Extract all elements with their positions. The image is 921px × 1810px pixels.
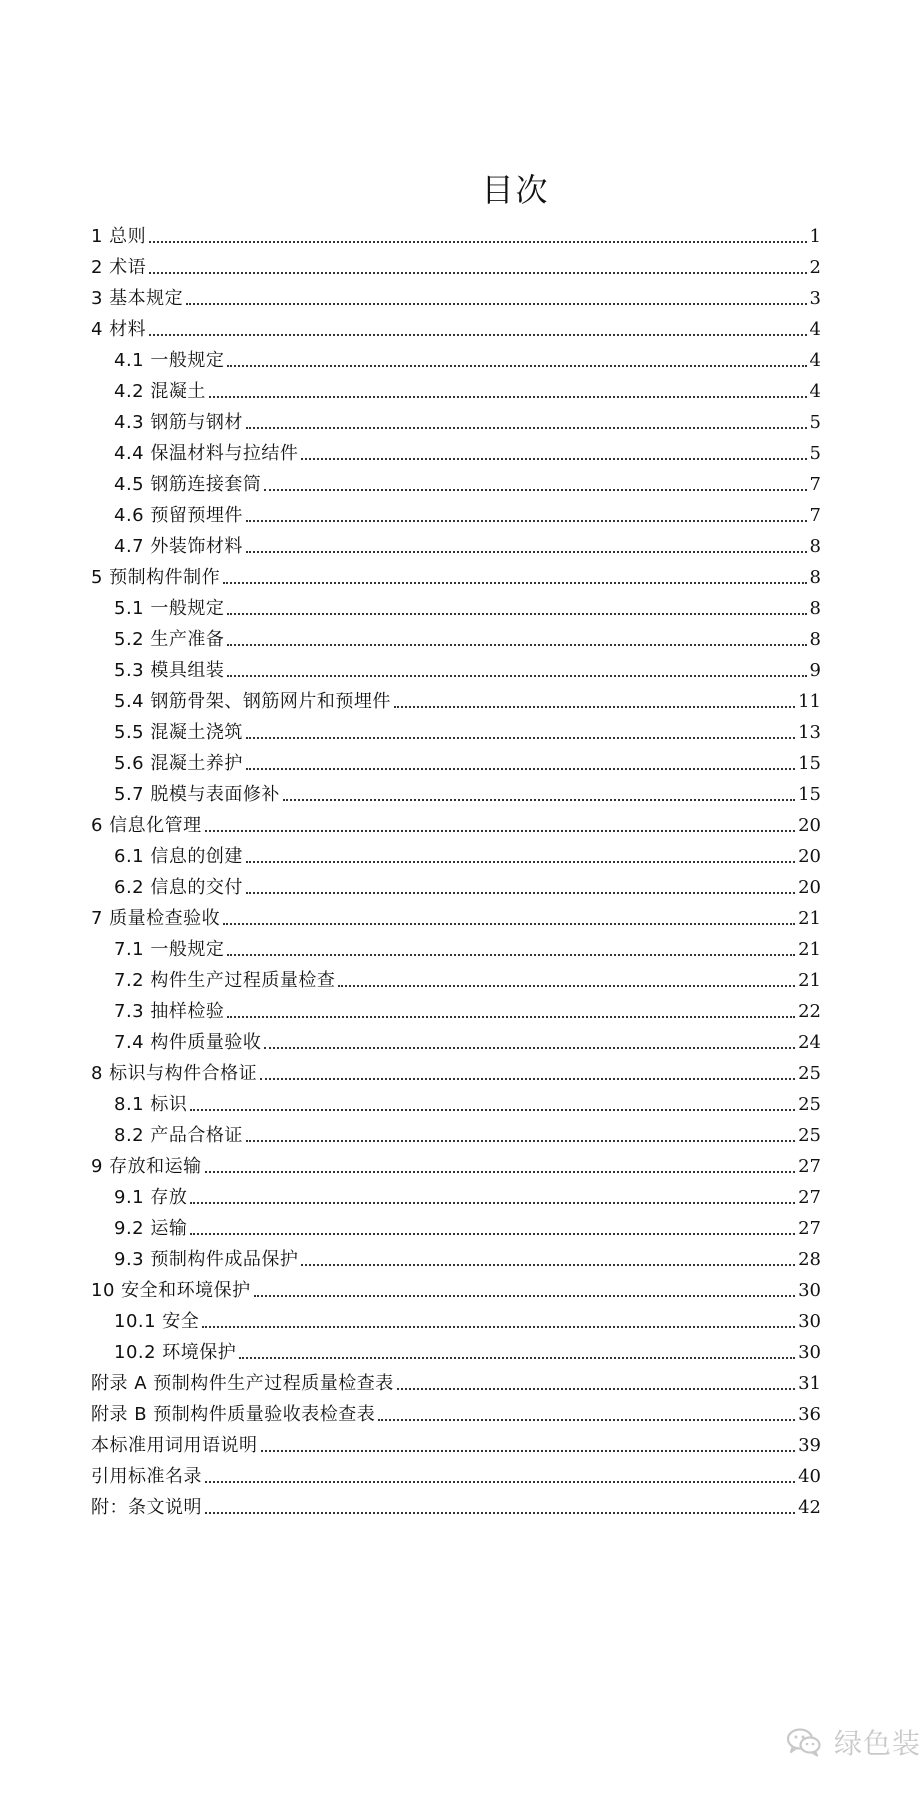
toc-entry-page-number: 7 — [809, 505, 821, 526]
toc-entry-label: 5.1 一般规定 — [114, 598, 225, 619]
toc-leader-dots — [264, 489, 806, 491]
toc-leader-dots — [394, 706, 795, 708]
toc-entry[interactable] — [91, 1492, 821, 1523]
toc-leader-dots — [149, 241, 806, 243]
toc-entry[interactable] — [91, 1306, 821, 1337]
toc-entry-label: 9 存放和运输 — [91, 1156, 202, 1177]
toc-entry-page-number: 15 — [798, 753, 821, 774]
toc-entry-page-number: 5 — [809, 412, 821, 433]
toc-leader-dots — [246, 520, 807, 522]
toc-entry-page-number: 2 — [809, 257, 821, 278]
toc-leader-dots — [209, 396, 807, 398]
toc-entry[interactable] — [91, 531, 821, 562]
watermark-text: 绿色装 — [833, 1727, 921, 1760]
toc-entry-page-number: 40 — [798, 1466, 821, 1487]
toc-leader-dots — [246, 737, 795, 739]
toc-entry-page-number: 8 — [809, 598, 821, 619]
toc-entry-label: 附录 B 预制构件质量验收表检查表 — [91, 1404, 376, 1425]
toc-entry-page-number: 3 — [809, 288, 821, 309]
toc-entry[interactable] — [91, 469, 821, 500]
toc-entry-label: 6.1 信息的创建 — [114, 846, 243, 867]
toc-leader-dots — [246, 861, 795, 863]
toc-entry-page-number: 27 — [798, 1156, 821, 1177]
table-of-contents — [91, 221, 821, 1523]
toc-entry[interactable] — [91, 314, 821, 345]
toc-entry[interactable] — [91, 1430, 821, 1461]
toc-entry-label: 附录 A 预制构件生产过程质量检查表 — [91, 1373, 394, 1394]
toc-entry-label: 9.1 存放 — [114, 1187, 188, 1208]
toc-entry[interactable] — [91, 1337, 821, 1368]
toc-entry[interactable] — [91, 1275, 821, 1306]
toc-entry[interactable] — [91, 903, 821, 934]
toc-entry-label: 7.1 一般规定 — [114, 939, 225, 960]
toc-entry[interactable] — [91, 593, 821, 624]
toc-entry-page-number: 21 — [798, 970, 821, 991]
toc-entry[interactable] — [91, 1368, 821, 1399]
toc-entry[interactable] — [91, 717, 821, 748]
toc-leader-dots — [301, 458, 806, 460]
toc-leader-dots — [227, 1016, 795, 1018]
toc-entry-label: 1 总则 — [91, 226, 147, 247]
toc-leader-dots — [227, 954, 795, 956]
toc-entry[interactable] — [91, 252, 821, 283]
toc-leader-dots — [190, 1109, 795, 1111]
toc-leader-dots — [186, 303, 806, 305]
toc-entry[interactable] — [91, 1182, 821, 1213]
toc-entry-label: 10.1 安全 — [114, 1311, 200, 1332]
toc-leader-dots — [239, 1357, 795, 1359]
toc-entry[interactable] — [91, 655, 821, 686]
toc-entry[interactable] — [91, 1461, 821, 1492]
toc-entry-page-number: 1 — [809, 226, 821, 247]
toc-entry-page-number: 4 — [809, 319, 821, 340]
toc-entry-label: 6.2 信息的交付 — [114, 877, 243, 898]
toc-entry-page-number: 25 — [798, 1125, 821, 1146]
toc-entry-page-number: 15 — [798, 784, 821, 805]
toc-entry-page-number: 30 — [798, 1342, 821, 1363]
toc-leader-dots — [205, 1512, 795, 1514]
toc-entry-label: 4.2 混凝土 — [114, 381, 206, 402]
toc-entry[interactable] — [91, 500, 821, 531]
toc-entry[interactable] — [91, 779, 821, 810]
toc-entry-page-number: 13 — [798, 722, 821, 743]
toc-leader-dots — [227, 675, 806, 677]
toc-leader-dots — [283, 799, 795, 801]
toc-entry-label: 5.7 脱模与表面修补 — [114, 784, 280, 805]
toc-entry-label: 7.2 构件生产过程质量检查 — [114, 970, 336, 991]
toc-entry-page-number: 30 — [798, 1311, 821, 1332]
toc-leader-dots — [246, 427, 807, 429]
toc-entry-page-number: 42 — [798, 1497, 821, 1518]
toc-entry[interactable] — [91, 562, 821, 593]
toc-entry-label: 6 信息化管理 — [91, 815, 202, 836]
toc-entry[interactable] — [91, 1089, 821, 1120]
toc-entry-label: 10 安全和环境保护 — [91, 1280, 251, 1301]
page-title: 目次 — [481, 171, 550, 209]
toc-entry-label: 附：条文说明 — [91, 1497, 202, 1518]
toc-entry-page-number: 24 — [798, 1032, 821, 1053]
toc-entry-label: 7 质量检查验收 — [91, 908, 221, 929]
toc-entry-page-number: 39 — [798, 1435, 821, 1456]
toc-leader-dots — [223, 582, 806, 584]
toc-entry-label: 5.6 混凝土养护 — [114, 753, 243, 774]
toc-entry-label: 5.5 混凝土浇筑 — [114, 722, 243, 743]
toc-entry[interactable] — [91, 1027, 821, 1058]
toc-entry-page-number: 27 — [798, 1187, 821, 1208]
toc-leader-dots — [254, 1295, 795, 1297]
toc-entry-label: 8.2 产品合格证 — [114, 1125, 243, 1146]
toc-entry[interactable] — [91, 1120, 821, 1151]
toc-entry[interactable] — [91, 283, 821, 314]
toc-entry-page-number: 20 — [798, 877, 821, 898]
toc-entry-page-number: 30 — [798, 1280, 821, 1301]
toc-leader-dots — [202, 1326, 795, 1328]
toc-entry[interactable] — [91, 841, 821, 872]
toc-leader-dots — [205, 1481, 795, 1483]
toc-entry-page-number: 20 — [798, 846, 821, 867]
toc-leader-dots — [190, 1202, 795, 1204]
toc-entry[interactable] — [91, 376, 821, 407]
toc-entry[interactable] — [91, 686, 821, 717]
toc-leader-dots — [205, 830, 795, 832]
toc-entry-label: 5.3 模具组装 — [114, 660, 225, 681]
toc-entry[interactable] — [91, 934, 821, 965]
toc-entry-label: 8 标识与构件合格证 — [91, 1063, 258, 1084]
toc-leader-dots — [223, 923, 795, 925]
toc-entry-label: 8.1 标识 — [114, 1094, 188, 1115]
toc-leader-dots — [260, 1078, 795, 1080]
toc-entry[interactable] — [91, 965, 821, 996]
toc-entry[interactable] — [91, 407, 821, 438]
toc-entry-page-number: 9 — [809, 660, 821, 681]
toc-entry[interactable] — [91, 438, 821, 469]
watermark — [786, 1722, 921, 1762]
toc-entry-label: 4.4 保温材料与拉结件 — [114, 443, 299, 464]
toc-entry-label: 7.4 构件质量验收 — [114, 1032, 262, 1053]
toc-entry-page-number: 8 — [809, 536, 821, 557]
toc-entry-label: 3 基本规定 — [91, 288, 184, 309]
toc-entry[interactable] — [91, 872, 821, 903]
toc-leader-dots — [338, 985, 795, 987]
toc-leader-dots — [149, 272, 806, 274]
toc-entry-label: 5 预制构件制作 — [91, 567, 221, 588]
toc-leader-dots — [378, 1419, 795, 1421]
toc-leader-dots — [205, 1171, 795, 1173]
toc-entry-page-number: 25 — [798, 1094, 821, 1115]
toc-entry[interactable] — [91, 1058, 821, 1089]
toc-entry-page-number: 7 — [809, 474, 821, 495]
toc-entry-label: 5.4 钢筋骨架、钢筋网片和预埋件 — [114, 691, 391, 712]
toc-entry-page-number: 4 — [809, 350, 821, 371]
toc-entry[interactable] — [91, 810, 821, 841]
toc-entry-label: 2 术语 — [91, 257, 147, 278]
toc-leader-dots — [246, 892, 795, 894]
toc-leader-dots — [227, 365, 806, 367]
toc-entry-page-number: 20 — [798, 815, 821, 836]
toc-leader-dots — [227, 613, 806, 615]
toc-leader-dots — [246, 1140, 795, 1142]
toc-entry-label: 5.2 生产准备 — [114, 629, 225, 650]
toc-entry-label: 引用标准名录 — [91, 1466, 202, 1487]
toc-entry-page-number: 27 — [798, 1218, 821, 1239]
toc-entry-page-number: 21 — [798, 908, 821, 929]
toc-entry[interactable] — [91, 345, 821, 376]
toc-entry-page-number: 21 — [798, 939, 821, 960]
toc-entry-label: 4 材料 — [91, 319, 147, 340]
toc-entry-label: 7.3 抽样检验 — [114, 1001, 225, 1022]
toc-leader-dots — [397, 1388, 795, 1390]
toc-entry-page-number: 36 — [798, 1404, 821, 1425]
toc-leader-dots — [261, 1450, 796, 1452]
toc-entry-label: 4.1 一般规定 — [114, 350, 225, 371]
toc-entry-page-number: 22 — [798, 1001, 821, 1022]
toc-leader-dots — [190, 1233, 795, 1235]
toc-entry[interactable] — [91, 996, 821, 1027]
toc-leader-dots — [246, 551, 807, 553]
toc-entry-page-number: 8 — [809, 567, 821, 588]
toc-entry-label: 4.6 预留预埋件 — [114, 505, 243, 526]
toc-leader-dots — [264, 1047, 795, 1049]
toc-entry-label: 10.2 环境保护 — [114, 1342, 237, 1363]
toc-leader-dots — [149, 334, 806, 336]
toc-entry-page-number: 28 — [798, 1249, 821, 1270]
toc-entry[interactable] — [91, 1151, 821, 1182]
toc-entry[interactable] — [91, 1399, 821, 1430]
toc-entry-label: 4.5 钢筋连接套筒 — [114, 474, 262, 495]
toc-entry-page-number: 5 — [809, 443, 821, 464]
toc-entry-label: 4.3 钢筋与钢材 — [114, 412, 243, 433]
toc-entry-label: 9.2 运输 — [114, 1218, 188, 1239]
toc-entry-page-number: 4 — [809, 381, 821, 402]
toc-entry[interactable] — [91, 624, 821, 655]
toc-entry-page-number: 8 — [809, 629, 821, 650]
toc-entry[interactable] — [91, 748, 821, 779]
wechat-chat-icon — [786, 1727, 822, 1757]
toc-entry[interactable] — [91, 1244, 821, 1275]
toc-entry-label: 9.3 预制构件成品保护 — [114, 1249, 299, 1270]
toc-entry[interactable] — [91, 1213, 821, 1244]
toc-entry-label: 4.7 外装饰材料 — [114, 536, 243, 557]
toc-entry-label: 本标准用词用语说明 — [91, 1435, 258, 1456]
toc-leader-dots — [301, 1264, 795, 1266]
toc-entry-page-number: 25 — [798, 1063, 821, 1084]
toc-leader-dots — [227, 644, 806, 646]
toc-entry-page-number: 11 — [798, 691, 821, 712]
toc-entry-page-number: 31 — [798, 1373, 821, 1394]
toc-leader-dots — [246, 768, 795, 770]
toc-entry[interactable] — [91, 221, 821, 252]
